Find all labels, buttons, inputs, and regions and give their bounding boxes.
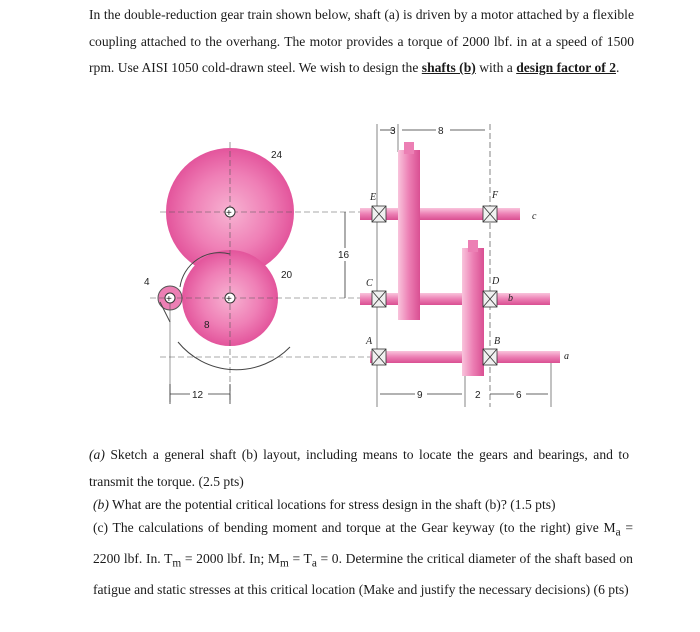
question-b-text: What are the potential critical locations for stress design in the shaft (b)? (1.5 pts) [108, 497, 556, 512]
problem-statement [89, 2, 634, 82]
sub-m: m [172, 557, 182, 570]
label-a: a [564, 351, 569, 362]
dim-9: 9 [417, 390, 423, 401]
dim-20: 20 [281, 270, 293, 281]
svg-text:+: + [166, 294, 172, 305]
svg-text:+: + [226, 294, 232, 305]
intro-end: . [616, 60, 620, 75]
sub-a: a [615, 526, 621, 539]
dim-3: 3 [390, 126, 396, 137]
label-b: b [508, 293, 513, 304]
intro-text: In the double-reduction gear train shown below, shaft (a) is driven by a motor attached by a flexible coupling attached to the overhang. The motor provides a torque of 2000 lbf. in at a speed of 1500 rpm. Use AISI 1050 cold-drawn steel. We wish to design the [89, 7, 634, 75]
label-A: A [366, 336, 373, 347]
sub-m2: m [279, 557, 289, 570]
dim-6: 6 [516, 390, 522, 401]
shaft-side-view [337, 124, 569, 407]
label-F: F [492, 190, 499, 201]
svg-text:+: + [226, 208, 232, 219]
design-factor-emphasis: design factor of 2 [516, 60, 617, 75]
question-c-text-4: = T [288, 551, 312, 567]
question-c-text-5: = 0. Determine the critical diameter of the shaft based on fatigue and static stresses at this critical location (Make and justify the necessary decisions) (6 pts) [93, 551, 633, 598]
intro-text-2: with a [475, 60, 517, 75]
gear-end-view [144, 142, 370, 404]
label-c: c [532, 211, 537, 222]
label-C: C [366, 278, 373, 289]
dim-4: 4 [144, 277, 150, 288]
question-b-label: (b) [93, 497, 109, 512]
shafts-b-emphasis: shafts (b) [421, 60, 476, 75]
gear-train-figure [140, 112, 570, 412]
question-c [89, 515, 633, 604]
gear-plate-left [398, 150, 420, 320]
dim-2: 2 [475, 390, 481, 401]
dim-8-top: 8 [438, 126, 444, 137]
question-a-text: Sketch a general shaft (b) layout, including means to locate the gears and bearings, and to transmit the torque. (2.5 pts) [89, 447, 629, 489]
dim-8: 8 [204, 320, 210, 331]
dim-16: 16 [338, 250, 350, 261]
sub-a2: a [311, 557, 317, 570]
question-c-label: (c) [93, 520, 109, 535]
question-a [89, 442, 629, 495]
dim-24: 24 [271, 150, 283, 161]
gear-plate-right [462, 248, 484, 376]
label-D: D [492, 276, 500, 287]
dim-12: 12 [192, 390, 204, 401]
question-c-text-1: The calculations of bending moment and torque at the Gear keyway (to the right) give M [108, 520, 616, 535]
label-E: E [370, 192, 377, 203]
question-c-text-2: = 2200 lbf. In. T [93, 520, 633, 567]
label-B: B [494, 336, 501, 347]
question-a-label: (a) [89, 447, 105, 462]
shaft-b [360, 293, 550, 305]
question-c-text-3: = 2000 lbf. In; M [181, 551, 280, 567]
